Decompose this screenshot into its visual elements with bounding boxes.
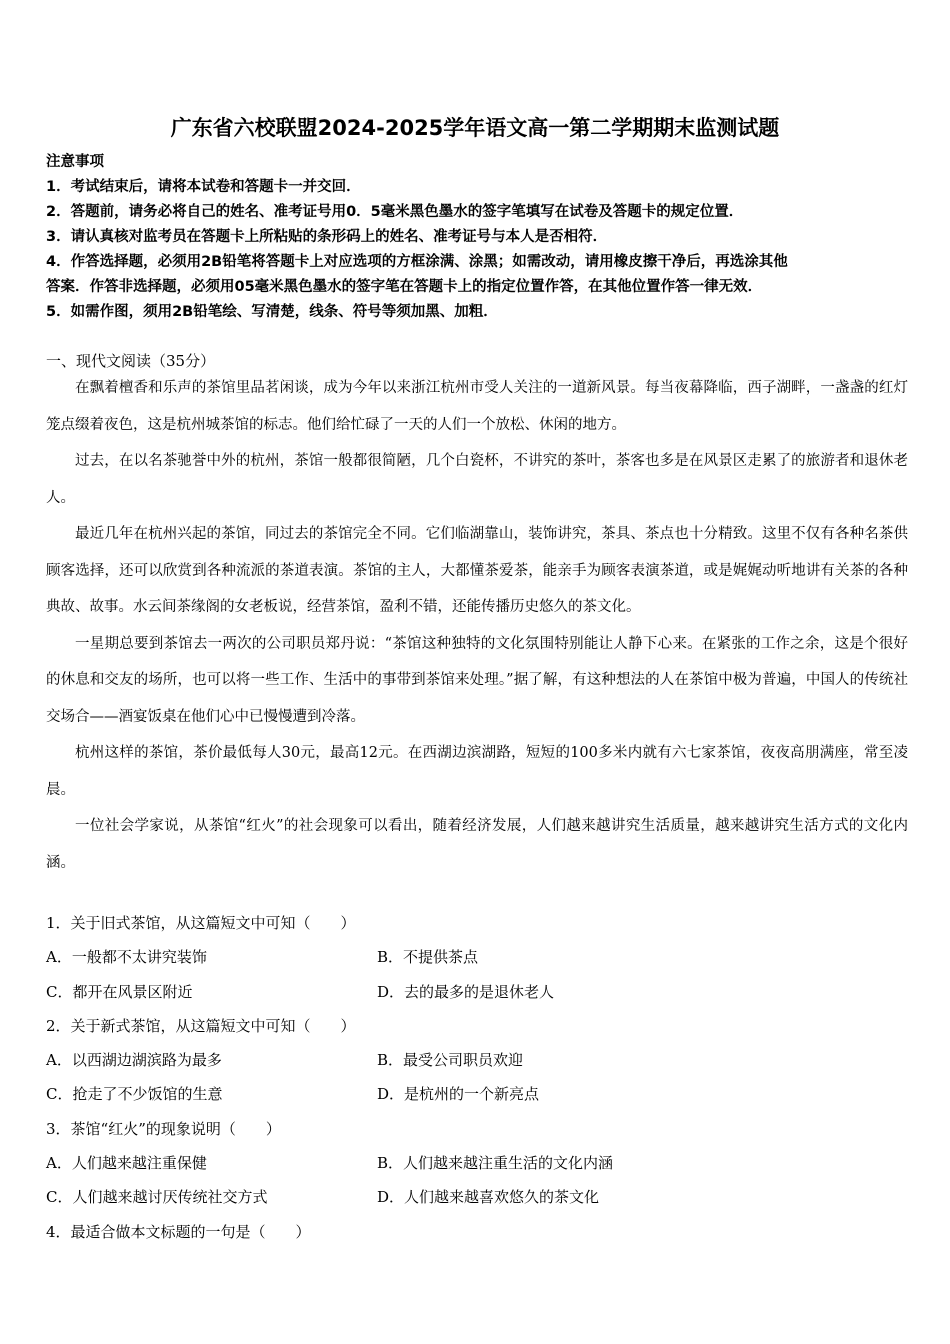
option-c: C．都开在风景区附近 bbox=[46, 982, 193, 1001]
question-stem: 1．关于旧式茶馆，从这篇短文中可知（ ） bbox=[46, 914, 356, 932]
option-row bbox=[46, 975, 906, 1009]
option-d: D．去的最多的是退休老人 bbox=[377, 982, 555, 1001]
notice-block bbox=[46, 150, 916, 325]
passage-paragraph: 过去，在以名茶驰誉中外的杭州，茶馆一般都很简陋，几个白瓷杯，不讲究的茶叶，茶客也多是在风景区走累了的旅游者和退休老人。 bbox=[46, 453, 908, 506]
passage-paragraph: 一星期总要到茶馆去一两次的公司职员郑丹说：“茶馆这种独特的文化氛围特别能让人静下心来。在紧张的工作之余，这是个很好的休息和交友的场所，也可以将一些工作、生活中的事带到茶馆来处理。”据了解，有这种想法的人在茶馆中极为普遍，中国人的传统社交场合——酒宴饭桌在他们心中已慢慢遭到冷落。 bbox=[46, 635, 908, 725]
notice-item: 1．考试结束后，请将本试卷和答题卡一并交回． bbox=[46, 179, 361, 195]
reading-passage bbox=[46, 370, 908, 881]
question-stem: 4．最适合做本文标题的一句是（ ） bbox=[46, 1222, 311, 1241]
notice-item: 3．请认真核对监考员在答题卡上所粘贴的条形码上的姓名、准考证号与本人是否相符． bbox=[46, 229, 608, 245]
option-row bbox=[46, 1146, 906, 1180]
option-a: A．以西湖边湖滨路为最多 bbox=[46, 1051, 222, 1070]
option-row bbox=[46, 940, 906, 974]
notice-heading: 注意事项 bbox=[46, 154, 104, 170]
passage-paragraph: 在飘着檀香和乐声的茶馆里品茗闲谈，成为今年以来浙江杭州市受人关注的一道新风景。每当夜幕降临，西子湖畔，一盏盏的红灯笼点缀着夜色，这是杭州城茶馆的标志。他们给忙碌了一天的人们一个放松、休闲的地方。 bbox=[46, 380, 908, 433]
option-b: B．不提供茶点 bbox=[377, 948, 479, 967]
passage-paragraph: 最近几年在杭州兴起的茶馆，同过去的茶馆完全不同。它们临湖靠山，装饰讲究，茶具、茶点也十分精致。这里不仅有各种名茶供顾客选择，还可以欣赏到各种流派的茶道表演。茶馆的主人，大都懂茶爱茶，能亲手为顾客表演茶道，或是娓娓动听地讲有关茶的各种典故、故事。水云间茶缘阁的女老板说，经营茶馆，盈利不错，还能传播历史悠久的茶文化。 bbox=[46, 526, 908, 615]
option-d: D．是杭州的一个新亮点 bbox=[377, 1085, 540, 1104]
notice-item: 5．如需作图，须用2B铅笔绘、写清楚，线条、符号等须加黑、加粗． bbox=[46, 304, 498, 320]
question-list bbox=[46, 906, 906, 1249]
question-stem: 3．茶馆“红火”的现象说明（ ） bbox=[46, 1119, 281, 1138]
option-c: C．人们越来越讨厌传统社交方式 bbox=[46, 1188, 268, 1207]
notice-item: 4．作答选择题，必须用2B铅笔将答题卡上对应选项的方框涂满、涂黑；如需改动，请用橡皮擦干净后，再选涂其他 bbox=[46, 254, 788, 270]
passage-paragraph: 一位社会学家说，从茶馆“红火”的社会现象可以看出，随着经济发展，人们越来越讲究生活质量，越来越讲究生活方式的文化内涵。 bbox=[46, 818, 908, 871]
option-c: C．抢走了不少饭馆的生意 bbox=[46, 1085, 223, 1104]
page-title: 广东省六校联盟2024-2025学年语文高一第二学期期末监测试题 bbox=[170, 116, 780, 140]
notice-item: 答案．作答非选择题，必须用05毫米黑色墨水的签字笔在答题卡上的指定位置作答，在其他位置作答一律无效． bbox=[46, 279, 763, 295]
option-d: D．人们越来越喜欢悠久的茶文化 bbox=[377, 1188, 600, 1207]
section-title: 一、现代文阅读（35分） bbox=[46, 352, 216, 370]
option-b: B．最受公司职员欢迎 bbox=[377, 1051, 524, 1070]
option-row bbox=[46, 1077, 906, 1111]
question-stem: 2．关于新式茶馆，从这篇短文中可知（ ） bbox=[46, 1016, 356, 1035]
option-row bbox=[46, 1043, 906, 1077]
option-row bbox=[46, 1180, 906, 1214]
option-a: A．人们越来越注重保健 bbox=[46, 1154, 207, 1173]
option-b: B．人们越来越注重生活的文化内涵 bbox=[377, 1154, 614, 1173]
passage-paragraph: 杭州这样的茶馆，茶价最低每人30元，最高12元。在西湖边滨湖路，短短的100多米内就有六七家茶馆，夜夜高朋满座，常至凌晨。 bbox=[46, 745, 908, 798]
notice-item: 2．答题前，请务必将自己的姓名、准考证号用0．5毫米黑色墨水的签字笔填写在试卷及答题卡的规定位置． bbox=[46, 204, 744, 220]
option-a: A．一般都不太讲究装饰 bbox=[46, 948, 207, 967]
